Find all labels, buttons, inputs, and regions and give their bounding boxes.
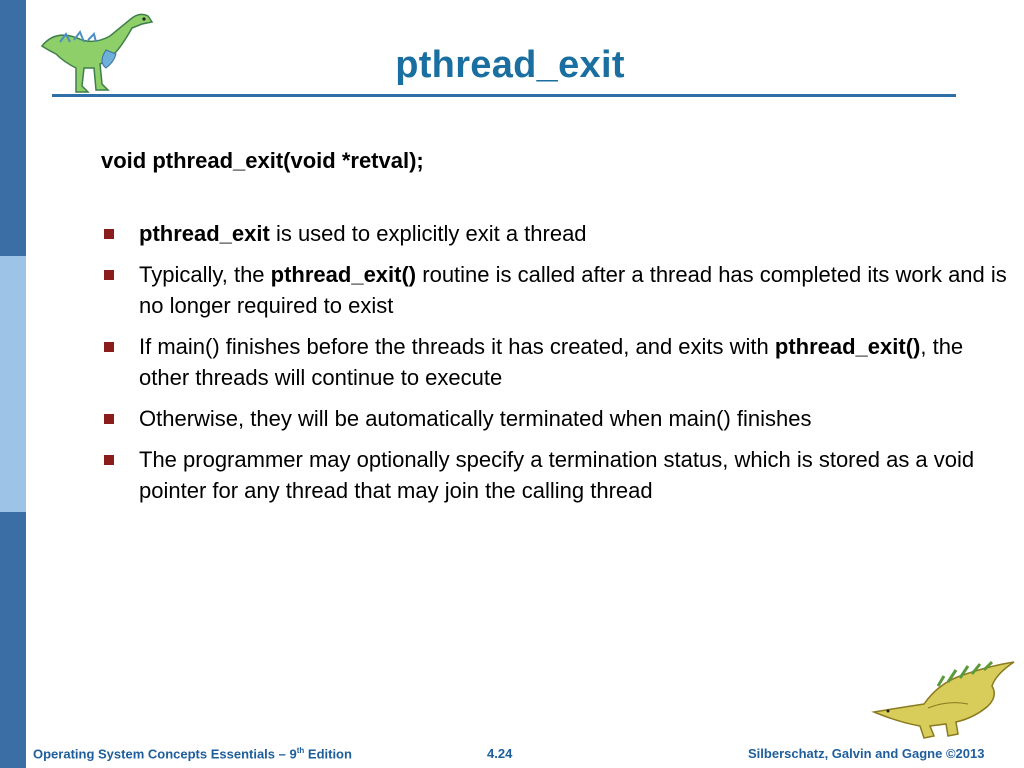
square-bullet-icon [104,414,114,424]
bullet-text: routine is called after a thread has completed its work and is no longer required to exist [139,262,1007,318]
bullet-text: Otherwise, they will be automatically terminated when main() finishes [139,406,812,431]
dinosaur-standing-icon [36,6,160,96]
bullet-bold: pthread_exit [139,221,270,246]
list-item [100,218,1015,249]
sidebar-stripe [0,0,26,768]
slide-title: pthread_exit [395,44,625,86]
square-bullet-icon [104,342,114,352]
dinosaur-lying-icon [868,656,1020,740]
footer-edition-sup: th [296,746,305,755]
bullet-text: Typically, the [139,262,271,287]
footer-book-title [33,746,352,761]
bullet-text: If main() finishes before the threads it has created, and exits with [139,334,775,359]
footer-authors: Silberschatz, Galvin and Gagne ©2013 [748,746,985,761]
bullet-bold: pthread_exit() [774,334,921,359]
function-signature: void pthread_exit(void *retval); [101,148,424,173]
sidebar-segment-middle [0,256,26,512]
page-number: 4.24 [487,746,513,761]
sidebar-segment-top [0,0,26,256]
bullet-bold: pthread_exit() [270,262,417,287]
list-item [100,444,1015,506]
bullet-list [100,218,1015,516]
square-bullet-icon [104,270,114,280]
footer-book-title-text: Operating System Concepts Essentials – 9 [33,746,297,762]
square-bullet-icon [104,455,114,465]
sidebar-segment-bottom [0,512,26,768]
bullet-text: is used to explicitly exit a thread [269,221,587,246]
list-item [100,259,1015,321]
list-item [100,331,1015,393]
bullet-text: , the other threads will continue to execute [139,334,964,390]
title-divider [52,94,956,97]
bullet-text: The programmer may optionally specify a termination status, which is stored as a void pointer for any thread that may join the calling thread [139,447,975,503]
list-item [100,403,1015,434]
square-bullet-icon [104,229,114,239]
footer-book-title-suffix: Edition [304,746,352,762]
